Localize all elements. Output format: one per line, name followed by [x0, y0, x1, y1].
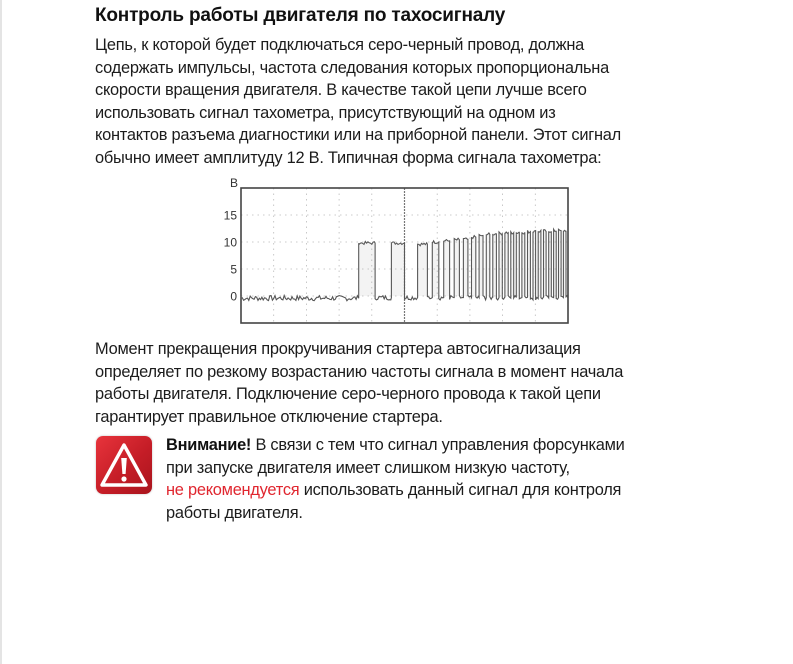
text-line: использовать сигнал тахометра, присутствующий на одном из — [95, 103, 556, 122]
signal-pulse — [533, 232, 536, 296]
body-paragraph — [95, 338, 623, 428]
page-left-edge — [0, 0, 2, 664]
signal-pulse — [549, 231, 552, 296]
signal-pulse — [522, 232, 525, 296]
signal-pulse — [486, 234, 490, 296]
y-axis-label: В — [230, 176, 239, 190]
text-line: содержать импульсы, частота следования которых пропорциональна — [95, 58, 609, 77]
signal-pulse — [527, 232, 530, 296]
y-tick-label: 0 — [230, 289, 237, 304]
signal-pulse — [472, 237, 476, 296]
intro-paragraph — [95, 34, 621, 170]
text-line: обычно имеет амплитуду 12 В. Типичная форма сигнала тахометра: — [95, 148, 602, 167]
warning-text-segment: В связи с тем что сигнал управления форсунками — [251, 436, 625, 454]
warning-line: при запуске двигателя имеет слишком низкую частоту, — [166, 458, 570, 477]
signal-pulse — [479, 236, 483, 296]
signal-pulse — [516, 232, 519, 296]
signal-pulse — [432, 242, 439, 296]
signal-pulse — [493, 234, 497, 296]
text-line: определяет по резкому возрастанию частоты сигнала в момент начала — [95, 362, 624, 381]
warning-highlight: не рекомендуется — [166, 481, 300, 500]
text-line: скорости вращения двигателя. В качестве такой цепи лучше всего — [95, 81, 587, 100]
signal-pulse — [554, 231, 557, 296]
signal-pulse — [359, 243, 375, 296]
signal-pulse — [543, 231, 546, 296]
signal-pulse — [444, 241, 450, 296]
y-tick-label: 15 — [223, 208, 237, 223]
warning-line — [166, 479, 625, 502]
warning-triangle-icon — [96, 436, 152, 494]
text-line: Момент прекращения прокручивания стартера автосигнализация — [95, 340, 581, 358]
signal-pulse — [418, 244, 428, 296]
signal-pulse — [511, 233, 514, 296]
text-line: контактов разъема диагностики или на приборной панели. Этот сигнал — [95, 126, 621, 145]
signal-pulse — [563, 231, 566, 296]
warning-text-segment: использовать данный сигнал для контроля — [299, 481, 622, 500]
signal-pulse — [538, 231, 541, 296]
warning-line — [166, 434, 625, 457]
signal-pulse — [505, 233, 508, 296]
text-line: гарантирует правильное отключение стартера. — [95, 407, 443, 426]
warning-callout — [95, 435, 715, 525]
signal-pulse — [454, 240, 459, 296]
signal-pulse — [559, 231, 562, 296]
warning-label: Внимание! — [166, 436, 252, 454]
text-line: Цепь, к которой будет подключаться серо-черный провод, должна — [95, 36, 585, 54]
text-line: работы двигателя. Подключение серо-черного провода к такой цепи — [95, 385, 601, 404]
signal-pulse — [391, 243, 404, 296]
signal-pulse — [463, 239, 468, 296]
y-tick-label: 10 — [223, 235, 237, 250]
chart-svg — [220, 173, 580, 333]
section-heading: Контроль работы двигателя по тахосигналу — [95, 5, 506, 26]
signal-pulse — [499, 233, 502, 296]
tachometer-signal-chart — [220, 173, 580, 333]
y-tick-label: 5 — [230, 262, 237, 277]
warning-text — [166, 434, 625, 524]
warning-line: работы двигателя. — [166, 503, 303, 522]
